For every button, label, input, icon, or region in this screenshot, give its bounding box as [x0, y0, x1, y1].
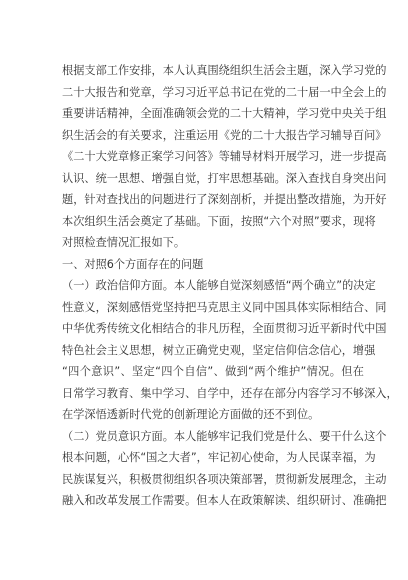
text-line: 《二十大党章修正案学习问答》等辅导材料开展学习，进一步提高	[62, 150, 387, 163]
section-heading	[62, 254, 364, 276]
text-line: 民族谋复兴，积极贯彻组织各项决策部署，贯彻新发展理念，主动	[62, 472, 387, 486]
text-line: 中华优秀传统文化相结合的非凡历程，全面贯彻习近平新时代中国	[62, 322, 387, 335]
paragraph-political-belief	[62, 275, 398, 426]
text-line: 特色社会主义思想，树立正确党史观，坚定信仰信念信心，增强	[62, 343, 376, 357]
text-line: 重要讲话精神，全面准确领会党的二十大精神，学习党中央关于组	[62, 107, 387, 120]
paragraph-intro	[62, 60, 387, 254]
document-page	[62, 60, 398, 512]
text-line: （一）政治信仰方面。本人能够自觉深刻感悟“两个确立”的决定	[62, 279, 376, 292]
text-line: 织生活会的有关要求，注重运用《党的二十大报告学习辅导百问》	[62, 128, 387, 142]
text-line: 性意义，深刻感悟党坚持把马克思主义同中国具体实际相结合、同	[62, 300, 387, 314]
text-line: 根本问题，心怀“国之大者”，牢记初心使命，为人民谋幸福，为	[62, 451, 376, 464]
paragraph-party-awareness	[62, 426, 387, 512]
text-line: 认识、统一思想、增强自觉，打牢思想基础。深入查找自身突出问	[62, 171, 387, 185]
text-line: 对照检查情况汇报如下。	[62, 236, 186, 249]
text-line: （二）党员意识方面。本人能够牢记我们党是什么、要干什么这个	[62, 429, 387, 443]
text-line: 根据支部工作安排，本人认真围绕组织生活会主题，深入学习党的	[62, 64, 387, 77]
text-line: “四个意识”、坚定“四个自信”、做到“两个维护”情况。但在	[62, 365, 364, 378]
text-line: 二十大报告和党章，学习习近平总书记在党的二十届一中全会上的	[62, 85, 387, 99]
text-line: 日常学习教育、集中学习、自学中，还存在部分内容学习不够深入，	[62, 386, 398, 400]
text-line: 题，针对查找出的问题进行了深刻剖析，并提出整改措施，为开好	[62, 193, 387, 206]
text-line: 本次组织生活会奠定了基础。下面，按照“六个对照”要求，现将	[62, 214, 376, 228]
text-line: 融入和改革发展工作需要。但本人在政策解读、组织研讨、准确把	[62, 494, 387, 507]
heading-text: 一、对照6个方面存在的问题	[62, 257, 204, 271]
text-line: 在学深悟透新时代党的创新理论方面做的还不到位。	[62, 408, 320, 421]
